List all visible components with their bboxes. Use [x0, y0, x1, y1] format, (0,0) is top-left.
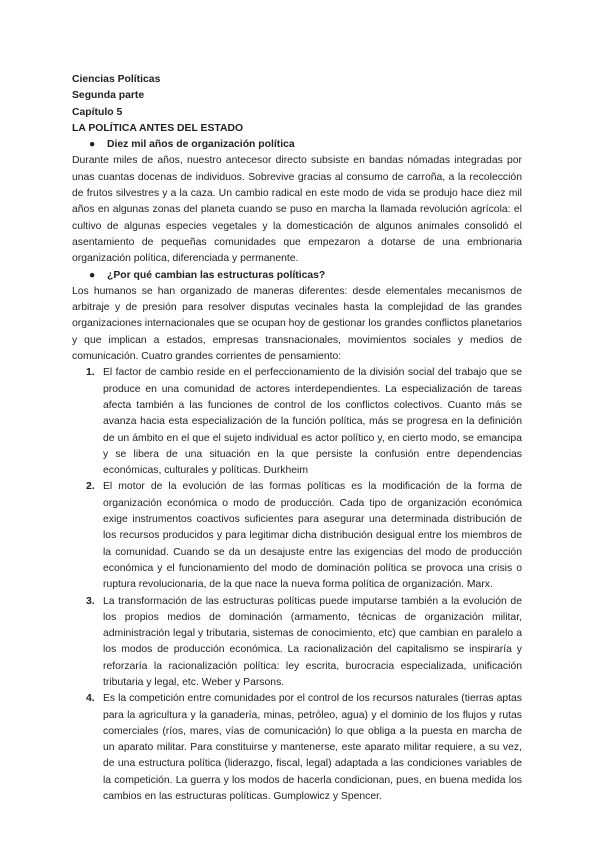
list-item — [72, 594, 522, 692]
section-body-2: Los humanos se han organizado de maneras diferentes: desde elementales mecanismos de arbitraje y de presión para resolver disputas vecinales hasta la complejidad de las grandes organizaciones internacionales que se ocupan hoy de gestionar los grandes conflictos planetarios y que implican a estados, empresas transnacionales, movimientos sociales y medios de comunicación. Cuatro grandes corrientes de pensamiento: — [72, 285, 522, 363]
currents-list — [72, 365, 522, 805]
list-item-text: El motor de la evolución de las formas políticas es la modificación de la forma de organización económica o modo de producción. Cada tipo de organización económica exige instrumentos coactivos suficientes para asegurar una determinada distribución de los recursos producidos y para legitimar dicha distribución desigual entre los miembros de la comunidad. Cuando se da un desajuste entre las exigencias del modo de producción económica y el funcionamiento del modo de dominación política se provoca una crisis o ruptura revolucionaria, de la que nace la nueva forma política de organización. Marx. — [103, 481, 522, 591]
list-number: 4. — [86, 693, 95, 705]
list-item — [72, 479, 522, 593]
bullet-icon: ● — [89, 139, 96, 151]
chapter-title: LA POLÍTICA ANTES DEL ESTADO — [72, 122, 244, 134]
section-heading-text: Diez mil años de organización política — [107, 139, 295, 151]
bullet-icon: ● — [89, 269, 96, 281]
list-item — [72, 691, 522, 805]
list-item-text: El factor de cambio reside en el perfeccionamiento de la división social del trabajo que se produce en una comunidad de actores interdependientes. La especialización de tareas afecta también a las funciones de control de los conflictos colectivos. Cuanto más se avanza hacia esta especialización de la función política, más se progresa en la definición de un ámbito en el que el sujeto individual es actor político y, en cierto modo, se emancipa y se libera de una situación en la que persiste la confusión entre dependencias económicas, culturales y políticas. Durkheim — [103, 367, 522, 477]
chapter-line: Capítulo 5 — [72, 106, 123, 118]
section-heading-text: ¿Por qué cambian las estructuras políticas? — [107, 269, 326, 281]
list-item-text: La transformación de las estructuras políticas puede imputarse también a la evolución de los propios medios de dominación (armamento, técnicas de organización militar, administración legal y tributaria, sistemas de conocimiento, etc) que cambian en paralelo a los modos de producción económica. La racionalización del capitalismo se inspiraría y reforzaría la racionalización política: ley escrita, burocracia especializada, unificación tributaria y legal, etc. Weber y Parsons. — [103, 595, 522, 688]
list-item — [72, 365, 522, 479]
list-number: 3. — [86, 595, 95, 607]
section-heading-2 — [89, 268, 522, 284]
part-line: Segunda parte — [72, 90, 145, 102]
section-body-1: Durante miles de años, nuestro antecesor directo subsiste en bandas nómadas integradas por unas cuantas docenas de individuos. Sobrevive gracias al consumo de carroña, a la recolección de frutos silvestres y a la caza. Un cambio radical en este modo de vida se produjo hace diez mil años en algunas zonas del planeta cuando se puso en marcha la llamada revolución agrícola: el cultivo de algunas especies vegetales y la domesticación de algunos animales consolidó el asentamiento de pequeñas comunidades que empezaron a dotarse de una embrionaria organización política, diferenciada y permanente. — [72, 155, 522, 265]
list-number: 1. — [86, 367, 95, 379]
subject-line: Ciencias Políticas — [72, 74, 161, 85]
section-heading-1 — [89, 137, 522, 153]
list-item-text: Es la competición entre comunidades por el control de los recursos naturales (tierras aptas para la agricultura y la ganadería, minas, petróleo, agua) y el dominio de los flujos y rutas comerciales (ríos, mares, vías de comunicación) lo que obliga a la puesta en marcha de un aparato militar. Para constituirse y mantenerse, este aparato militar requiere, a su vez, de una estructura política (liderazgo, fiscal, legal) adaptada a las condiciones variables de la competición. La guerra y los modos de hacerla condicionan, pues, en buena medida los cambios en las estructuras políticas. Gumplowicz y Spencer. — [103, 693, 522, 803]
list-number: 2. — [86, 481, 95, 493]
